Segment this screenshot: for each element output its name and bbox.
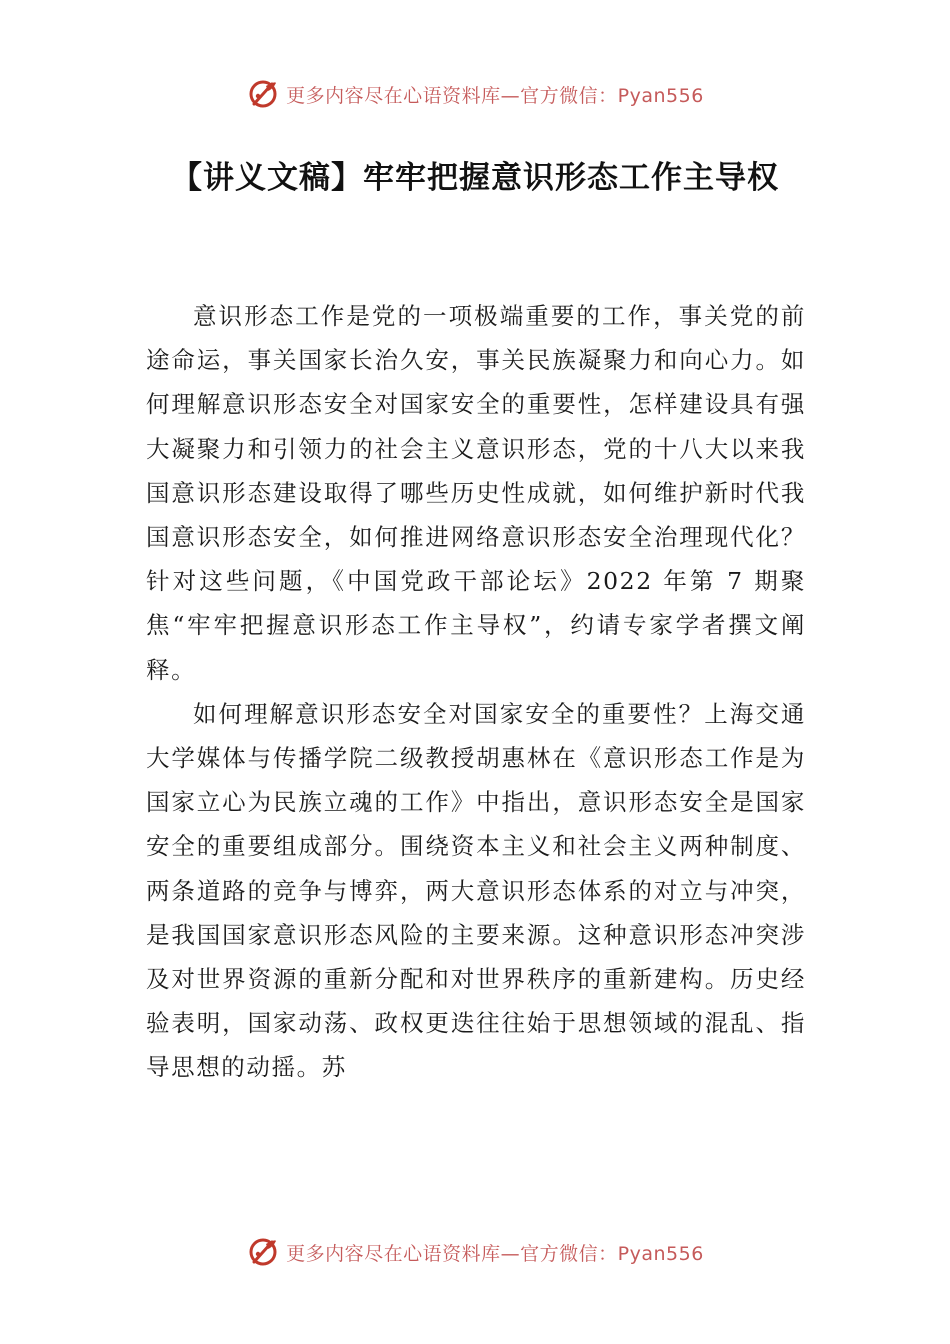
document-body xyxy=(146,294,806,1090)
header-watermark-banner xyxy=(0,74,950,114)
footer-banner-text: 更多内容尽在心语资料库—官方微信：Pyan556 xyxy=(286,1242,704,1265)
paragraph-2: 如何理解意识形态安全对国家安全的重要性？上海交通大学媒体与传播学院二级教授胡惠林在《意识形态工作是为国家立心为民族立魂的工作》中指出，意识形态安全是国家安全的重要组成部分。围绕资本主义和社会主义两种制度、两条道路的竞争与博弈，两大意识形态体系的对立与冲突，是我国国家意识形态风险的主要来源。这种意识形态冲突涉及对世界资源的重新分配和对世界秩序的重新建构。历史经验表明，国家动荡、政权更迭往往始于思想领域的混乱、指导思想的动摇。苏 xyxy=(146,699,806,1082)
paragraph-1: 意识形态工作是党的一项极端重要的工作，事关党的前途命运，事关国家长治久安，事关民族凝聚力和向心力。如何理解意识形态安全对国家安全的重要性，怎样建设具有强大凝聚力和引领力的社会主义意识形态，党的十八大以来我国意识形态建设取得了哪些历史性成就，如何维护新时代我国意识形态安全，如何推进网络意识形态安全治理现代化？针对这些问题，《中国党政干部论坛》2022 年第 7 期聚焦“牢牢把握意识形态工作主导权”，约请专家学者撰文阐释。 xyxy=(146,302,806,684)
quill-pen-logo-icon xyxy=(246,1235,280,1269)
quill-pen-logo-icon xyxy=(246,77,280,111)
document-title: 【讲义文稿】牢牢把握意识形态工作主导权 xyxy=(171,160,779,196)
footer-watermark-banner xyxy=(0,1232,950,1272)
header-banner-text: 更多内容尽在心语资料库—官方微信：Pyan556 xyxy=(286,84,704,107)
